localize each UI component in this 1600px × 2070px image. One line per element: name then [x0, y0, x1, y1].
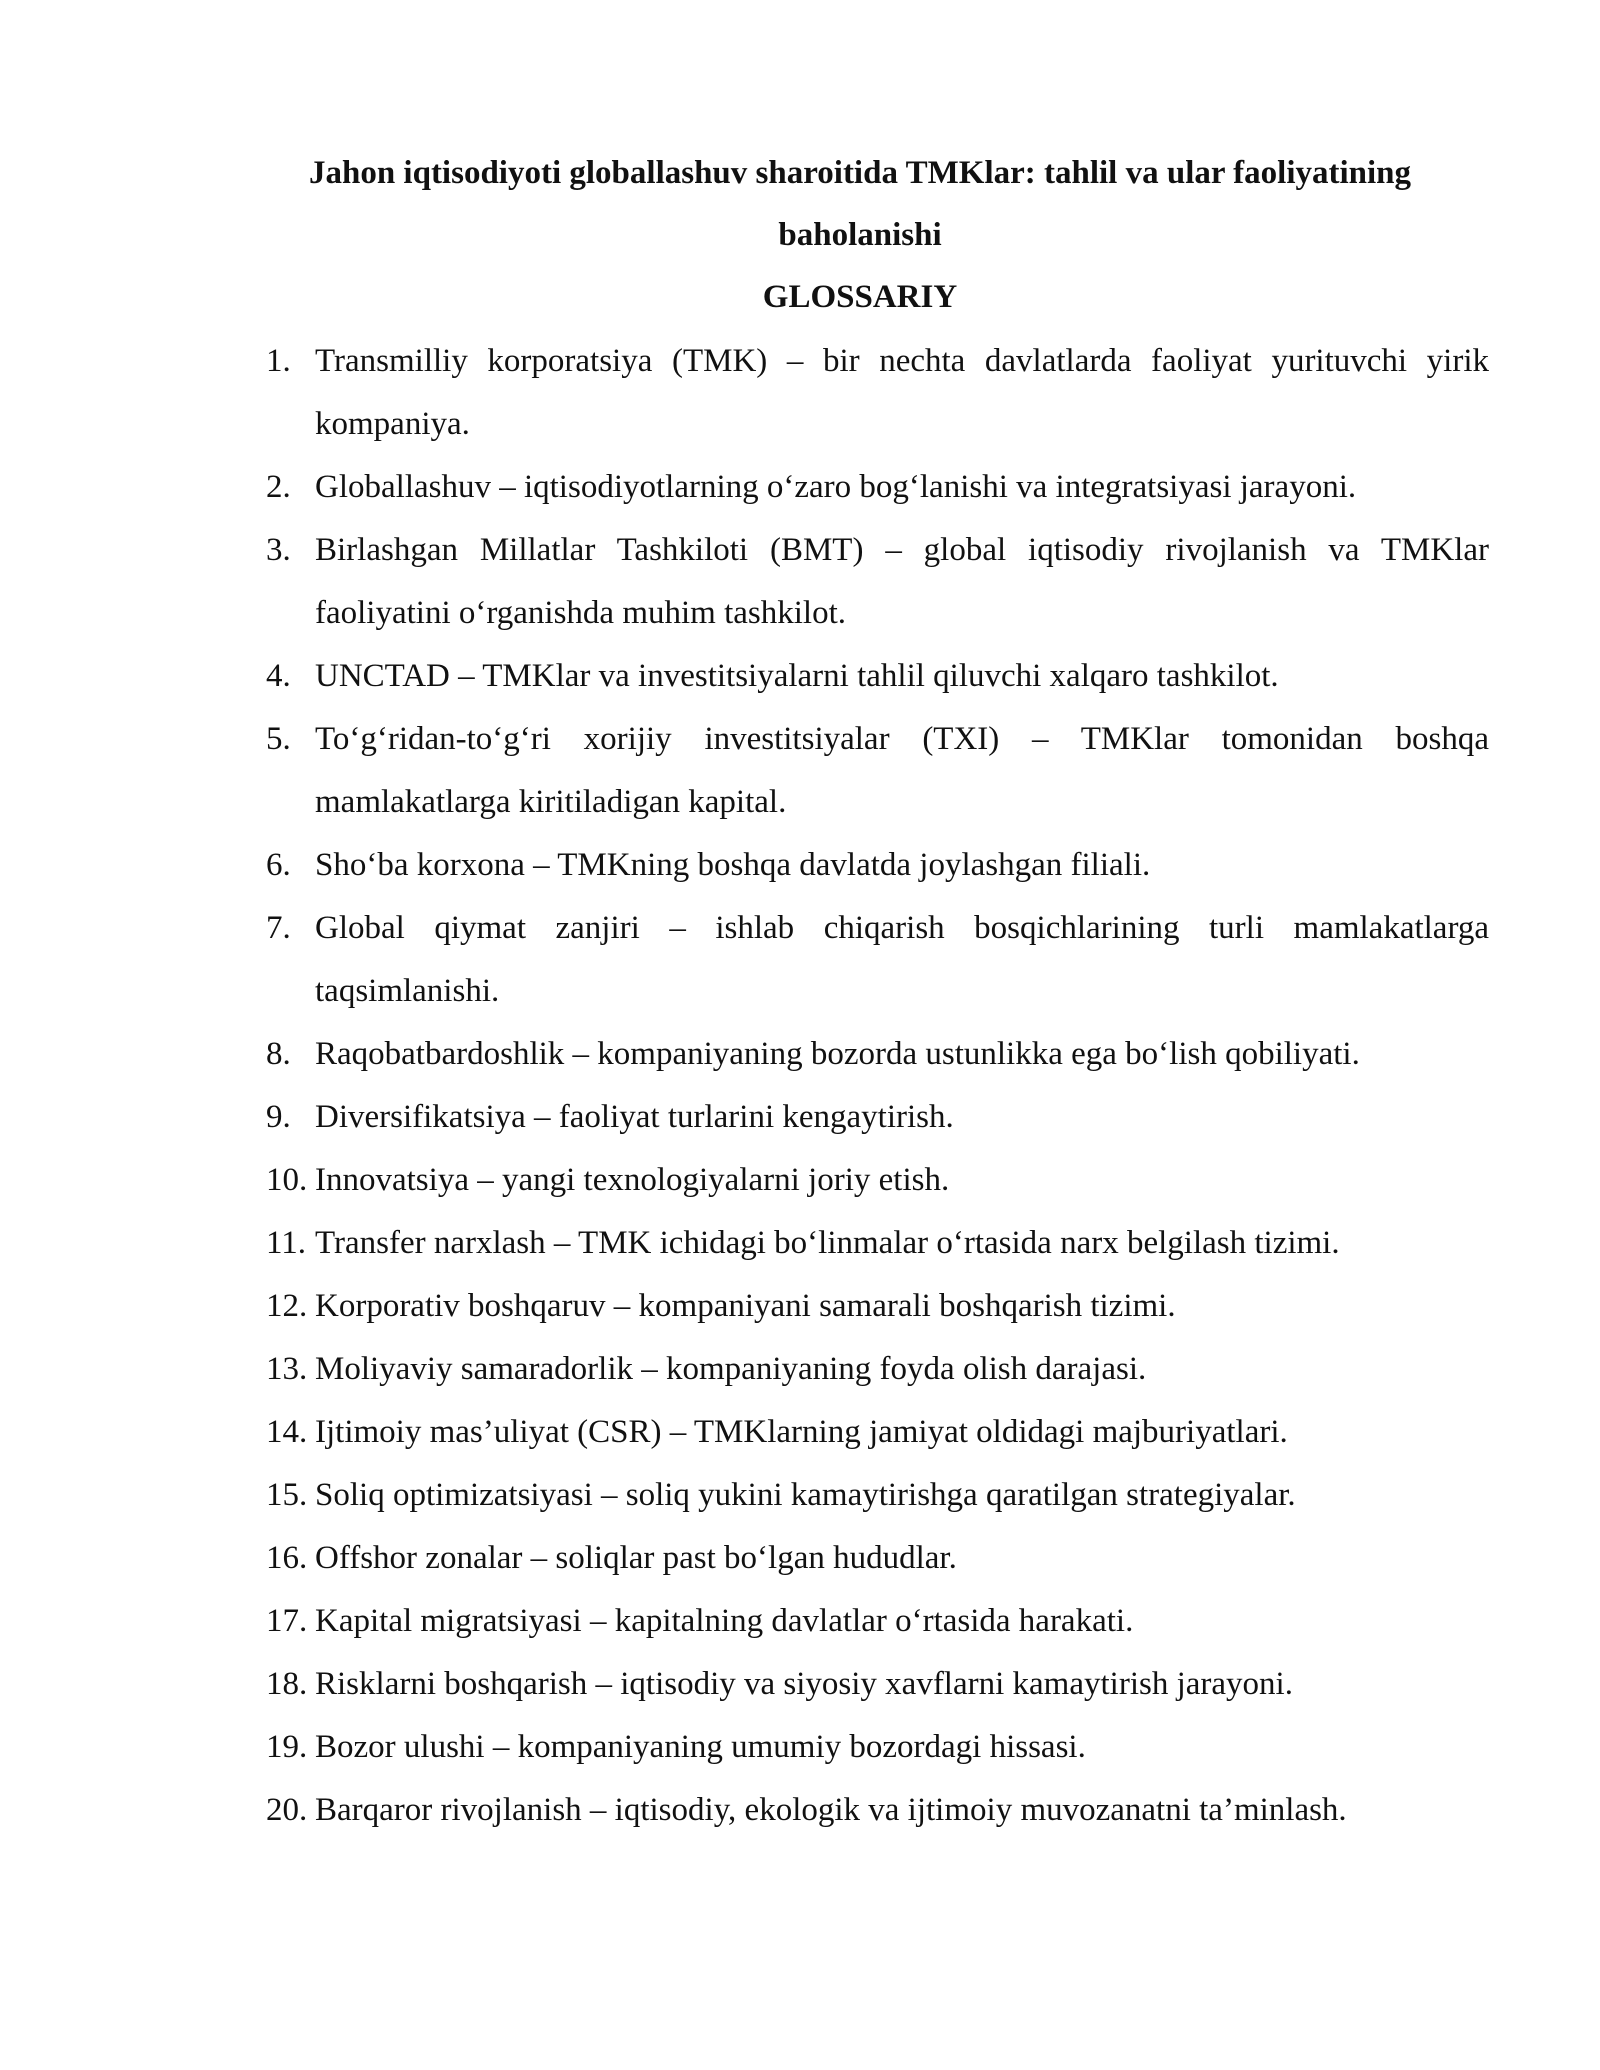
item-text: To‘g‘ridan-to‘g‘ri xorijiy investitsiyalar (TXI) – TMKlar tomonidan boshqa mamlakatlarga kiritiladigan kapital. — [315, 721, 1489, 820]
item-text: Barqaror rivojlanish – iqtisodiy, ekologik va ijtimoiy muvozanatni ta’minlash. — [315, 1792, 1347, 1828]
item-text: Moliyaviy samaradorlik – kompaniyaning foyda olish darajasi. — [315, 1351, 1147, 1387]
glossary-item — [0, 1779, 1600, 1842]
item-number: 1. — [266, 343, 291, 379]
item-number: 9. — [266, 1099, 291, 1135]
item-number: 2. — [266, 469, 291, 505]
glossary-item — [0, 1716, 1600, 1779]
item-text: Diversifikatsiya – faoliyat turlarini kengaytirish. — [315, 1099, 954, 1135]
glossary-item — [0, 834, 1600, 897]
glossary-item — [0, 1464, 1600, 1527]
item-text: Risklarni boshqarish – iqtisodiy va siyosiy xavflarni kamaytirish jarayoni. — [315, 1666, 1293, 1702]
item-number: 4. — [266, 658, 291, 694]
glossary-item — [0, 519, 1600, 645]
item-number: 11. — [266, 1225, 307, 1261]
item-number: 6. — [266, 847, 291, 883]
glossary-item — [0, 1401, 1600, 1464]
item-text: Ijtimoiy mas’uliyat (CSR) – TMKlarning jamiyat oldidagi majburiyatlari. — [315, 1414, 1288, 1450]
item-text: Transfer narxlash – TMK ichidagi bo‘linmalar o‘rtasida narx belgilash tizimi. — [315, 1225, 1340, 1261]
glossary-heading: GLOSSARIY — [762, 279, 958, 315]
item-text: Kapital migratsiyasi – kapitalning davlatlar o‘rtasida harakati. — [315, 1603, 1134, 1639]
glossary-item — [0, 330, 1600, 456]
item-text: Transmilliy korporatsiya (TMK) – bir nechta davlatlarda faoliyat yurituvchi yirik kompaniya. — [315, 343, 1489, 442]
glossary-item — [0, 456, 1600, 519]
document-title: Jahon iqtisodiyoti globallashuv sharoitida TMKlar: tahlil va ular faoliyatining baholanishi — [308, 155, 1412, 253]
item-text: Globallashuv – iqtisodiyotlarning o‘zaro bog‘lanishi va integratsiyasi jarayoni. — [315, 469, 1357, 505]
glossary-item — [0, 1023, 1600, 1086]
item-number: 18. — [266, 1666, 308, 1702]
glossary-item — [0, 1086, 1600, 1149]
item-text: Sho‘ba korxona – TMKning boshqa davlatda joylashgan filiali. — [315, 847, 1151, 883]
item-number: 16. — [266, 1540, 308, 1576]
glossary-item — [0, 1212, 1600, 1275]
glossary-item — [0, 897, 1600, 1023]
item-text: UNCTAD – TMKlar va investitsiyalarni tahlil qiluvchi xalqaro tashkilot. — [315, 658, 1279, 694]
glossary-item — [0, 708, 1600, 834]
item-text: Birlashgan Millatlar Tashkiloti (BMT) – global iqtisodiy rivojlanish va TMKlar faoliyatini o‘rganishda muhim tashkilot. — [315, 532, 1489, 631]
glossary-item — [0, 1338, 1600, 1401]
item-text: Global qiymat zanjiri – ishlab chiqarish bosqichlarining turli mamlakatlarga taqsimlanishi. — [315, 910, 1489, 1009]
item-text: Bozor ulushi – kompaniyaning umumiy bozordagi hissasi. — [315, 1729, 1086, 1765]
item-number: 10. — [266, 1162, 308, 1198]
item-number: 5. — [266, 721, 291, 757]
item-text: Korporativ boshqaruv – kompaniyani samarali boshqarish tizimi. — [315, 1288, 1176, 1324]
item-text: Raqobatbardoshlik – kompaniyaning bozorda ustunlikka ega bo‘lish qobiliyati. — [315, 1036, 1360, 1072]
item-number: 14. — [266, 1414, 308, 1450]
item-number: 8. — [266, 1036, 291, 1072]
item-number: 15. — [266, 1477, 308, 1513]
item-text: Soliq optimizatsiyasi – soliq yukini kamaytirishga qaratilgan strategiyalar. — [315, 1477, 1296, 1513]
item-number: 7. — [266, 910, 291, 946]
glossary-item — [0, 1590, 1600, 1653]
item-number: 20. — [266, 1792, 308, 1828]
item-number: 17. — [266, 1603, 308, 1639]
item-number: 19. — [266, 1729, 308, 1765]
glossary-item — [0, 1149, 1600, 1212]
glossary-item — [0, 1275, 1600, 1338]
item-number: 3. — [266, 532, 291, 568]
glossary-item — [0, 1653, 1600, 1716]
glossary-item — [0, 1527, 1600, 1590]
glossary-list — [0, 330, 1600, 1842]
item-text: Offshor zonalar – soliqlar past bo‘lgan hududlar. — [315, 1540, 957, 1576]
item-number: 12. — [266, 1288, 308, 1324]
item-number: 13. — [266, 1351, 308, 1387]
item-text: Innovatsiya – yangi texnologiyalarni joriy etish. — [315, 1162, 950, 1198]
glossary-item — [0, 645, 1600, 708]
